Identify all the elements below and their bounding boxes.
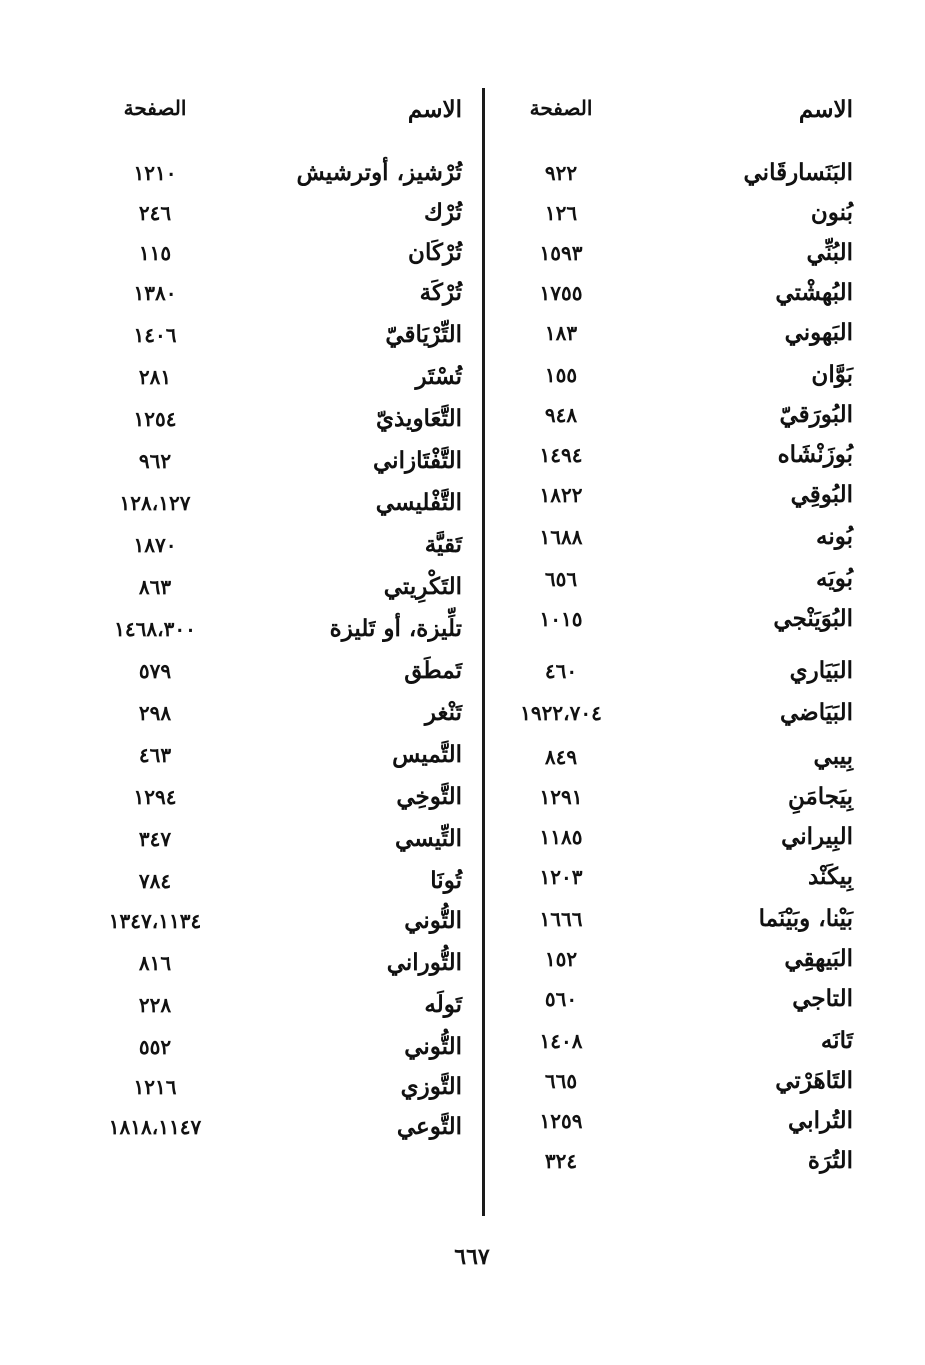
entry-page-number: ١٢٩٤	[133, 785, 177, 809]
index-entry	[486, 651, 925, 691]
entry-page-number: ٨٤٩	[544, 745, 578, 769]
index-entry	[486, 313, 925, 353]
header-name-label: الاسم	[798, 96, 853, 123]
index-entry	[486, 857, 925, 897]
entry-name: تُرْك	[423, 199, 462, 226]
entry-name: بُنون	[810, 199, 853, 226]
index-entry	[486, 899, 925, 939]
index-entry	[486, 517, 925, 557]
index-entry	[0, 943, 482, 983]
entry-name: التُّوراني	[386, 949, 462, 976]
index-entry	[486, 233, 925, 273]
entry-page-number: ١٢٥٤	[133, 407, 177, 431]
entry-name: التِّيسي	[395, 825, 462, 852]
entry-name: التِّرْيَاقيّ	[385, 321, 462, 348]
entry-name: البَيهقِي	[784, 945, 853, 972]
index-entry	[0, 777, 482, 817]
entry-name: التُرابي	[788, 1107, 853, 1134]
entry-page-number: ٢٨١	[138, 365, 172, 389]
entry-page-number: ١٨٧٠	[133, 533, 177, 557]
entry-name: التُرَة	[807, 1147, 853, 1174]
index-entry	[486, 777, 925, 817]
index-entry	[0, 609, 482, 649]
entry-name: البُوَيَنْجي	[773, 605, 853, 632]
entry-name: تَقيَّة	[424, 531, 462, 558]
entry-page-number: ١٨٢٢	[539, 483, 583, 507]
index-entry	[0, 1027, 482, 1067]
entry-page-number: ١٤٩٤	[539, 443, 583, 467]
index-entry	[486, 979, 925, 1019]
entry-page-number: ١٠١٥	[539, 607, 583, 631]
entry-name: البَيَاضي	[780, 699, 853, 726]
entry-page-number: ١٢٨،١٢٧	[119, 491, 191, 515]
entry-name: التَّوزي	[400, 1073, 462, 1100]
entry-name: البَهوني	[784, 319, 853, 346]
entry-page-number: ٢٤٦	[138, 201, 172, 225]
entry-name: بِيبي	[813, 743, 853, 770]
page-column-header: الصفحة	[529, 96, 593, 120]
index-entry	[486, 273, 925, 313]
entry-name: بِيكَنْد	[807, 863, 853, 890]
index-entry	[0, 1107, 482, 1147]
entry-name: التَّفْليسي	[375, 489, 462, 516]
index-entry	[0, 233, 482, 273]
entry-name: التَّوعي	[396, 1113, 462, 1140]
index-entry	[0, 273, 482, 313]
index-entry	[0, 193, 482, 233]
entry-name: التاجي	[792, 985, 853, 1012]
page-column-header: الصفحة	[123, 96, 187, 120]
entry-page-number: ١٣٤٧،١١٣٤	[108, 909, 202, 933]
index-entry	[0, 901, 482, 941]
index-entry	[0, 1067, 482, 1107]
name-column-header	[593, 96, 853, 123]
entry-name: التَّعَاويذيّ	[375, 405, 462, 432]
entry-page-number: ١٧٥٥	[539, 281, 583, 305]
index-entry	[0, 483, 482, 523]
index-entry	[486, 817, 925, 857]
entry-name: بُويَه	[815, 565, 853, 592]
entry-name: التَّوخِي	[396, 783, 462, 810]
entry-name: تُرْكَان	[408, 239, 462, 266]
entry-name: البِيراني	[781, 823, 853, 850]
entry-page-number: ٩٦٢	[138, 449, 172, 473]
entry-page-number: ١٤٠٨	[539, 1029, 583, 1053]
entry-page-number: ١٢٩١	[539, 785, 583, 809]
index-entry	[0, 567, 482, 607]
index-entry	[486, 355, 925, 395]
entry-page-number: ١٨٣	[544, 321, 578, 345]
entry-page-number: ٨١٦	[138, 951, 172, 975]
entry-name: تُرْشيز، أوترشيش	[296, 159, 462, 186]
index-entry	[0, 525, 482, 565]
entry-name: تَنْغر	[424, 699, 462, 726]
entry-page-number: ١٤٦٨،٣٠٠	[114, 617, 196, 641]
entry-page-number: ١٩٢٢،٧٠٤	[520, 701, 602, 725]
entry-name: بُوزَنْشَاه	[777, 441, 853, 468]
index-entry	[486, 599, 925, 639]
index-entry	[0, 651, 482, 691]
entry-page-number: ١٢١٦	[133, 1075, 177, 1099]
index-entry	[486, 475, 925, 515]
page-number: ٦٦٧	[454, 1244, 490, 1270]
entry-page-number: ٦٦٥	[544, 1069, 578, 1093]
index-entry	[0, 861, 482, 901]
entry-page-number: ١٢٥٩	[539, 1109, 583, 1133]
name-column-header	[192, 96, 462, 123]
entry-page-number: ٥٦٠	[544, 987, 578, 1011]
entry-name: التَاهَرْتي	[775, 1067, 853, 1094]
entry-page-number: ١٦٨٨	[539, 525, 583, 549]
entry-name: التُّوني	[404, 907, 462, 934]
entry-name: البُورَقيّ	[779, 401, 853, 428]
index-entry	[486, 193, 925, 233]
index-entry	[0, 399, 482, 439]
entry-name: تُرْكَة	[419, 279, 462, 306]
entry-page-number: ٣٢٤	[544, 1149, 578, 1173]
entry-page-number: ٩٤٨	[544, 403, 578, 427]
entry-name: بَيْنا، وبَيْنَما	[758, 905, 853, 932]
entry-name: البَنَسارقَاني	[743, 159, 853, 186]
entry-page-number: ٥٧٩	[138, 659, 172, 683]
entry-page-number: ٨٦٣	[138, 575, 172, 599]
index-entry	[486, 153, 925, 193]
entry-name: بِيَجامَنِ	[787, 783, 853, 810]
index-entry	[486, 737, 925, 777]
entry-page-number: ١٥٢	[544, 947, 578, 971]
column-divider	[482, 88, 485, 1216]
index-entry	[486, 939, 925, 979]
index-entry	[0, 441, 482, 481]
entry-page-number: ١٦٦٦	[539, 907, 583, 931]
index-entry	[486, 435, 925, 475]
entry-page-number: ١٣٨٠	[133, 281, 177, 305]
index-entry	[486, 1101, 925, 1141]
index-entry	[0, 693, 482, 733]
entry-page-number: ٤٦٣	[138, 743, 172, 767]
entry-page-number: ١٨١٨،١١٤٧	[108, 1115, 202, 1139]
entry-name: التُّوني	[404, 1033, 462, 1060]
entry-name: التَّميس	[392, 741, 462, 768]
entry-name: البُهشْتي	[775, 279, 853, 306]
index-entry	[486, 1141, 925, 1181]
entry-name: البُوقِي	[790, 481, 853, 508]
entry-page-number: ٣٤٧	[138, 827, 172, 851]
entry-name: البُنِّي	[806, 239, 853, 266]
entry-page-number: ١٥٩٣	[539, 241, 583, 265]
entry-name: تُونَا	[430, 867, 462, 894]
index-entry	[0, 985, 482, 1025]
index-entry	[486, 395, 925, 435]
index-entry	[486, 1061, 925, 1101]
entry-name: تُسْتَر	[415, 363, 462, 390]
entry-name: تَولَه	[424, 991, 462, 1018]
index-entry	[486, 693, 925, 733]
header-name-label: الاسم	[407, 96, 462, 123]
entry-page-number: ٧٨٤	[138, 869, 172, 893]
entry-name: تَمطَق	[404, 657, 462, 684]
entry-page-number: ٩٢٢	[544, 161, 578, 185]
entry-page-number: ١٢١٠	[133, 161, 177, 185]
index-entry	[486, 1021, 925, 1061]
entry-page-number: ٥٥٢	[138, 1035, 172, 1059]
entry-page-number: ١١٥	[138, 241, 172, 265]
entry-name: بُونه	[815, 523, 853, 550]
entry-page-number: ٦٥٦	[544, 567, 578, 591]
entry-page-number: ١٢٠٣	[539, 865, 583, 889]
entry-name: البَيَاري	[789, 657, 853, 684]
entry-name: تَانَه	[820, 1027, 853, 1054]
index-entry	[0, 819, 482, 859]
entry-name: تلِّيزة، أو تَليزة	[329, 615, 462, 642]
entry-page-number: ١٥٥	[544, 363, 578, 387]
right-index-column	[486, 0, 925, 1365]
entry-page-number: ٤٦٠	[544, 659, 578, 683]
index-entry	[0, 315, 482, 355]
entry-page-number: ٢٢٨	[138, 993, 172, 1017]
index-entry	[0, 357, 482, 397]
entry-name: بَوَّان	[811, 361, 853, 388]
index-entry	[0, 153, 482, 193]
entry-name: التَّفْتَازاني	[373, 447, 462, 474]
entry-page-number: ١٤٠٦	[133, 323, 177, 347]
entry-page-number: ٢٩٨	[138, 701, 172, 725]
entry-name: التَكْرِيتي	[383, 573, 462, 600]
entry-page-number: ١١٨٥	[539, 825, 583, 849]
entry-page-number: ١٢٦	[544, 201, 578, 225]
index-entry	[486, 559, 925, 599]
index-entry	[0, 735, 482, 775]
